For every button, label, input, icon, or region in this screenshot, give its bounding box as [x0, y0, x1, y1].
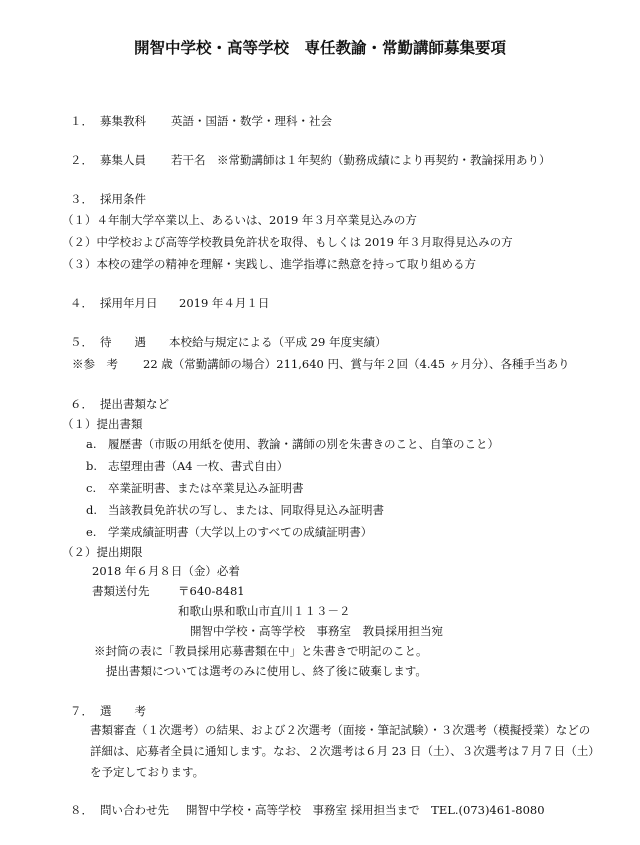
section-label: 問い合わせ先 — [100, 803, 169, 817]
section-value: 英語・国語・数学・理科・社会 — [171, 114, 332, 128]
section-label: 採用年月日 — [100, 296, 158, 310]
document-item: b. 志望理由書（A4 一枚、書式自由） — [86, 459, 289, 473]
section-label: 待 遇 — [100, 335, 146, 349]
subsection-documents: （１）提出書類 — [62, 417, 143, 431]
selection-text: 書類審査（１次選考）の結果、および２次選考（面接・筆記試験）・３次選考（模擬授業）などの — [90, 723, 591, 737]
mailing-recipient: 開智中学校・高等学校 事務室 教員採用担当宛 — [190, 624, 443, 638]
disposal-note: 提出書類については選考のみに使用し、終了後に破棄します。 — [106, 664, 427, 678]
section-value: 2019 年４月１日 — [179, 296, 270, 310]
reference-label: ※参 考 — [72, 357, 118, 371]
document-item: c. 卒業証明書、または卒業見込み証明書 — [86, 481, 304, 495]
reference-note — [72, 357, 570, 371]
section-label: 採用条件 — [100, 192, 146, 206]
document-item: e. 学業成績証明書（大学以上のすべての成績証明書） — [86, 525, 373, 539]
envelope-note: ※封筒の表に「教員採用応募書類在中」と朱書きで明記のこと。 — [94, 644, 428, 658]
mailing-address: 和歌山県和歌山市直川１１３－２ — [178, 604, 351, 618]
section-7 — [70, 704, 146, 718]
section-5 — [70, 335, 386, 349]
subsection-deadline: （２）提出期限 — [62, 545, 143, 559]
section-number: ４． — [70, 296, 93, 310]
section-number: ５． — [70, 335, 93, 349]
section-number: ７． — [70, 704, 93, 718]
condition-item: （３）本校の建学の精神を理解・実践し、進学指導に熱意を持って取り組める方 — [62, 257, 476, 271]
section-number: ３． — [70, 192, 93, 206]
section-value: 本校給与規定による（平成 29 年度実績） — [169, 335, 387, 349]
section-label: 選 考 — [100, 704, 146, 718]
section-value: 若干名 ※常勤講師は１年契約（勤務成績により再契約・教論採用あり） — [171, 153, 551, 167]
section-number: １． — [70, 114, 93, 128]
section-6 — [70, 397, 169, 411]
page-title: 開智中学校・高等学校 専任教諭・常勤講師募集要項 — [133, 39, 506, 57]
section-label: 提出書類など — [100, 397, 169, 411]
section-label: 募集人員 — [100, 153, 146, 167]
postal-code: 〒640-8481 — [178, 584, 245, 598]
section-1 — [70, 114, 332, 128]
selection-text: 詳細は、応募者全員に通知します。なお、２次選考は６月 23 日（土）、３次選考は７月７日（土） — [90, 744, 600, 758]
section-4 — [70, 296, 269, 310]
section-number: ６． — [70, 397, 93, 411]
contact-info: 開智中学校・高等学校 事務室 採用担当まで TEL.(073)461-8080 — [186, 803, 545, 817]
document-item: d. 当該教員免許状の写し、または、同取得見込み証明書 — [86, 503, 384, 517]
send-label: 書類送付先 — [92, 584, 150, 598]
reference-value: 22 歳（常勤講師の場合）211,640 円、賞与年２回（4.45 ヶ月分）、各種手当あり — [143, 357, 570, 371]
section-label: 募集教科 — [100, 114, 146, 128]
document-item: a. 履歴書（市販の用紙を使用、教論・講師の別を朱書きのこと、自筆のこと） — [86, 437, 499, 451]
selection-text: を予定しております。 — [90, 765, 205, 779]
section-8 — [70, 803, 545, 817]
condition-item: （２）中学校および高等学校教員免許状を取得、もしくは 2019 年３月取得見込みの方 — [62, 235, 513, 249]
section-2 — [70, 153, 551, 167]
section-number: ８． — [70, 803, 93, 817]
deadline-date: 2018 年６月８日（金）必着 — [92, 564, 240, 578]
mailing-destination — [92, 584, 245, 598]
section-number: ２． — [70, 153, 93, 167]
section-3 — [70, 192, 146, 206]
condition-item: （１）４年制大学卒業以上、あるいは、2019 年３月卒業見込みの方 — [62, 213, 417, 227]
